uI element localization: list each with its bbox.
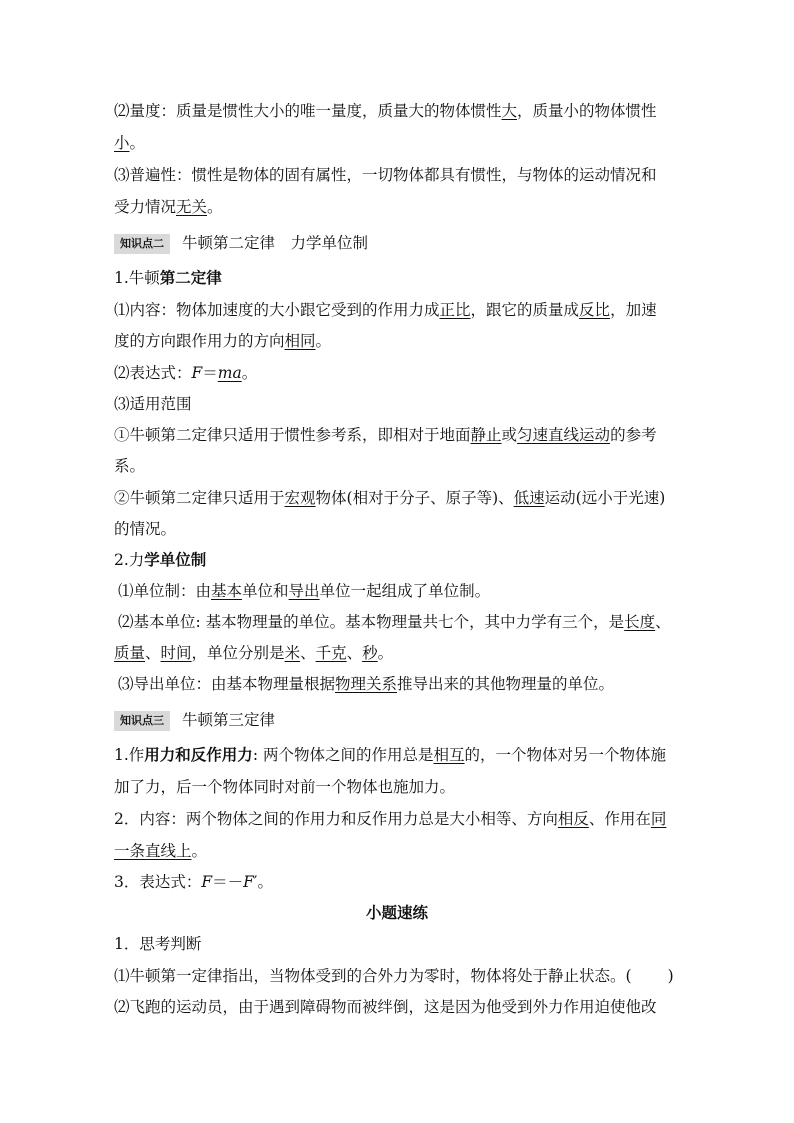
text-segment: 正比 [439, 301, 471, 319]
text-segment: 相互 [433, 746, 465, 764]
line-2 [114, 132, 684, 154]
text-segment: 、作用在 [588, 810, 651, 828]
text-segment: 物体(相对于分子、原子等)、 [315, 489, 514, 507]
line-1 [114, 100, 684, 122]
text-segment: 小 [114, 134, 130, 152]
text-segment: 反比 [579, 301, 611, 319]
text-segment: 2．内容：两个物体之间的作用力和反作用力总是大小相等、方向 [114, 810, 558, 828]
line-15 [114, 549, 684, 571]
practice-title [0, 902, 794, 924]
text-segment: ⑵量度：质量是惯性大小的唯一量度，质量大的物体惯性 [114, 102, 502, 120]
text-segment: 学单位制 [144, 550, 207, 569]
line-18 [114, 642, 684, 664]
line-17 [118, 611, 688, 633]
text-segment: 单位一起组成了单位制。 [319, 582, 491, 600]
text-segment: ，跟它的质量成 [470, 301, 580, 319]
text-segment: 的情况。 [114, 520, 177, 538]
text-segment: 。 [191, 842, 208, 860]
text-segment: 度的方向跟作用力的方向 [114, 332, 285, 350]
text-segment: ⑶普遍性：惯性是物体的固有属性，一切物体都具有惯性，与物体的运动情况和 [114, 166, 657, 184]
line-13 [114, 487, 684, 509]
text-segment: ，质量小的物体惯性 [517, 102, 657, 120]
line-11 [114, 424, 684, 446]
line-10 [114, 393, 684, 415]
text-segment: 2.力 [114, 551, 145, 569]
line-8 [114, 330, 684, 352]
line-24 [114, 840, 684, 862]
text-segment: ′。 [253, 873, 273, 891]
text-segment: : 两个物体之间的作用总是 [252, 746, 434, 764]
line-9 [114, 362, 684, 384]
text-segment: ⑶导出单位：由基本物理量根据 [118, 675, 336, 693]
text-segment: ⑴内容：物体加速度的大小跟它受到的作用力成 [114, 301, 440, 319]
line-14 [114, 518, 684, 540]
text-segment: 运动(远小于光速) [544, 489, 666, 507]
line-12 [114, 455, 684, 477]
line-6 [114, 267, 684, 289]
text-segment: 宏观 [284, 489, 316, 507]
text-segment: 、 [346, 644, 363, 662]
text-segment: 一条直线上 [114, 842, 192, 860]
text-segment: 长度 [624, 613, 656, 631]
text-segment: 牛顿第二定律 力学单位制 [182, 234, 369, 252]
text-segment: F [191, 364, 203, 382]
text-segment: 。 [129, 134, 146, 152]
text-segment: 导出 [288, 582, 320, 600]
line-4 [114, 196, 684, 218]
line-21 [114, 744, 684, 766]
line-3 [114, 164, 684, 186]
text-segment: ①牛顿第二定律只适用于惯性参考系，即相对于地面 [114, 426, 471, 444]
text-segment: ＝－ [212, 873, 244, 891]
text-segment: ，单位分别是 [191, 644, 285, 662]
text-segment: 牛顿第三定律 [182, 711, 276, 729]
text-segment: 低速 [513, 489, 545, 507]
text-segment: 加了力，后一个物体同时对前一个物体也施加力。 [114, 778, 456, 796]
line-19 [118, 673, 688, 695]
text-segment: 受力情况 [114, 198, 177, 216]
text-segment: 米 [284, 644, 301, 662]
line-23 [114, 808, 684, 830]
text-segment: ⑵基本单位: 基本物理量的单位。基本物理量共七个，其中力学有三个，是 [118, 613, 625, 631]
text-segment: 用力和反作用力 [144, 745, 253, 764]
text-segment: 3．表达式： [114, 873, 202, 891]
text-segment: 秒 [362, 644, 378, 662]
text-segment: 千克 [315, 644, 347, 662]
text-segment: 1．思考判断 [114, 935, 202, 953]
text-segment: 。 [315, 332, 332, 350]
line-25 [114, 871, 684, 893]
section-badge: 知识点二 [114, 234, 170, 254]
text-segment: 的，一个物体对另一个物体施 [464, 746, 666, 764]
section-heading-2 [114, 232, 684, 254]
text-segment: ⑶适用范围 [114, 395, 192, 413]
text-segment: 相同 [284, 332, 316, 350]
text-segment: 。 [241, 364, 258, 382]
text-segment: 、 [145, 644, 161, 662]
text-segment: 1.牛顿 [114, 269, 160, 287]
line-16 [118, 580, 688, 602]
text-segment: ＝ [202, 364, 218, 382]
text-segment: 小题速练 [365, 903, 428, 922]
text-segment: ⑴牛顿第一定律指出，当物体受到的合外力为零时，物体将处于静止状态。( [114, 967, 632, 985]
text-segment: F [243, 873, 254, 891]
text-segment: ) [667, 967, 674, 985]
text-segment: 。 [377, 644, 394, 662]
text-segment: 基本 [211, 582, 243, 600]
question-2 [114, 996, 684, 1018]
text-segment: ⑵飞跑的运动员，由于遇到障碍物而被绊倒，这是因为他受到外力作用迫使他改 [114, 998, 657, 1016]
text-segment: 相反 [557, 810, 589, 828]
text-segment: 大 [501, 102, 518, 120]
text-segment: F [201, 873, 213, 891]
text-segment: 无关 [176, 198, 208, 216]
text-segment: ⑴单位制：由 [118, 582, 212, 600]
line-22 [114, 776, 684, 798]
text-segment: 或 [501, 426, 518, 444]
text-segment: 质量 [114, 644, 146, 662]
text-segment: 的参考 [610, 426, 657, 444]
text-segment: 、 [300, 644, 316, 662]
text-segment: 第二定律 [159, 268, 222, 287]
text-segment: 单位和 [242, 582, 289, 600]
text-segment: 推导出来的其他物理量的单位。 [397, 675, 615, 693]
question-1 [114, 965, 684, 987]
line-27 [114, 933, 684, 955]
text-segment: 。 [207, 198, 223, 216]
text-segment: ma [217, 364, 242, 382]
text-segment: 系。 [114, 457, 146, 475]
text-segment: 1.作 [114, 746, 145, 764]
text-segment: ②牛顿第二定律只适用于 [114, 489, 285, 507]
text-segment: 静止 [470, 426, 502, 444]
text-segment: 匀速直线运动 [517, 426, 611, 444]
text-segment: 、 [655, 613, 671, 631]
text-segment: ⑵表达式： [114, 364, 192, 382]
text-segment: 时间 [160, 644, 192, 662]
section-heading-3 [114, 709, 684, 731]
text-segment: 同 [650, 810, 667, 828]
text-segment: 物理关系 [335, 675, 398, 693]
text-segment: ，加速 [610, 301, 657, 319]
section-badge: 知识点三 [114, 711, 170, 731]
line-7 [114, 299, 684, 321]
